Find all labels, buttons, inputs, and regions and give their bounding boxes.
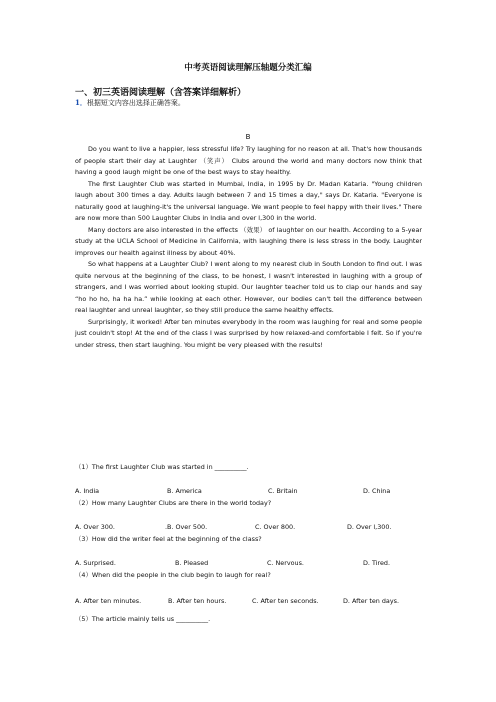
question-4-options: [75, 597, 422, 607]
paragraph: Do you want to live a happier, less stressful life? Try laughing for no reason at all. That's how thousands of people start their day at Laughter （笑声） Clubs around the world and many doctors now think that having a good laugh might be one of the best ways to stay healthy.: [75, 145, 422, 176]
option-c: C. After ten seconds.: [252, 597, 319, 605]
option-c: C. Nervous.: [267, 559, 304, 567]
paragraph: Surprisingly, it worked! After ten minutes everybody in the room was laughing for real and some people just couldn't stop! At the end of the class I was surprised by how relaxed-and comfortable I felt. So if you're under stress, then start laughing. You might be very pleased with the results!: [75, 317, 422, 349]
paragraph: So what happens at a Laughter Club? I went along to my nearest club in South London to find out. I was quite nervous at the beginning of the class, to be honest, I wasn't interested in laughing with a group of strangers, and I was worried about looking stupid. Our laughter teacher told us to clap our hands and say “ho ho ho, ha ha ha.” while looking at each other. However, our bodies can't tell the difference between real laughter and unreal laughter, so they still produce the same healthy effects.: [75, 260, 422, 314]
paragraph: The first Laughter Club was started in Mumbai, India, in 1995 by Dr. Madan Kataria. "Young children laugh about 300 times a day. Adults laugh between 7 and 15 times a day," says Dr. Kataria. "Everyone is naturally good at laughing-it's the universal language. We want people to feel happy with their lives." There are now more than 500 Laughter Clubs in India and over l,300 in the world.: [75, 179, 422, 222]
option-b: .B. Over 500.: [165, 523, 208, 531]
question-2-options: [75, 523, 422, 533]
instruction-number: 1．: [75, 98, 87, 107]
question-2: （2）How many Laughter Clubs are there in the world today?: [75, 499, 272, 507]
option-a: A. After ten minutes.: [75, 597, 142, 605]
question-3-options: [75, 559, 422, 569]
option-a: A. Over 300.: [75, 523, 115, 531]
paragraph: Many doctors are also interested in the effects （效果） of laughter on our health. According to a 5-year study at the UCLA School of Medicine in California, with laughing there is less stress in the body. Laughter improves our health against illness by about 40%.: [75, 225, 422, 257]
option-b: B. After ten hours.: [168, 597, 227, 605]
option-b: B. Pleased: [175, 559, 209, 567]
question-5: （5）The article mainly tells us __________.: [75, 615, 211, 623]
passage-letter: B: [245, 133, 251, 141]
option-d: D. China: [363, 487, 391, 495]
option-c: C. Over 800.: [255, 523, 296, 531]
option-c: C. Britain: [268, 487, 298, 495]
section-heading: 一、初三英语阅读理解（含答案详细解析）: [75, 88, 247, 98]
option-d: D. Tired.: [363, 559, 390, 567]
question-1-options: [75, 487, 422, 497]
question-4: （4）When did the people in the club begin to laugh for real?: [75, 571, 271, 579]
passage-body: [75, 144, 422, 351]
document-title: 中考英语阅读理解压轴题分类汇编: [184, 63, 312, 73]
instruction: [75, 98, 185, 108]
question-1: （1）The first Laughter Club was started in __________.: [75, 463, 249, 471]
option-d: D. Over l,300.: [347, 523, 392, 531]
instruction-text: 根据短文内容出选择正确答案。: [86, 99, 185, 107]
option-d: D. After ten days.: [343, 597, 399, 605]
option-a: A. Surprised.: [75, 559, 116, 567]
option-a: A. India: [75, 487, 100, 495]
option-b: B. America: [167, 487, 202, 495]
question-3: （3）How did the writer feel at the beginning of the class?: [75, 535, 262, 543]
